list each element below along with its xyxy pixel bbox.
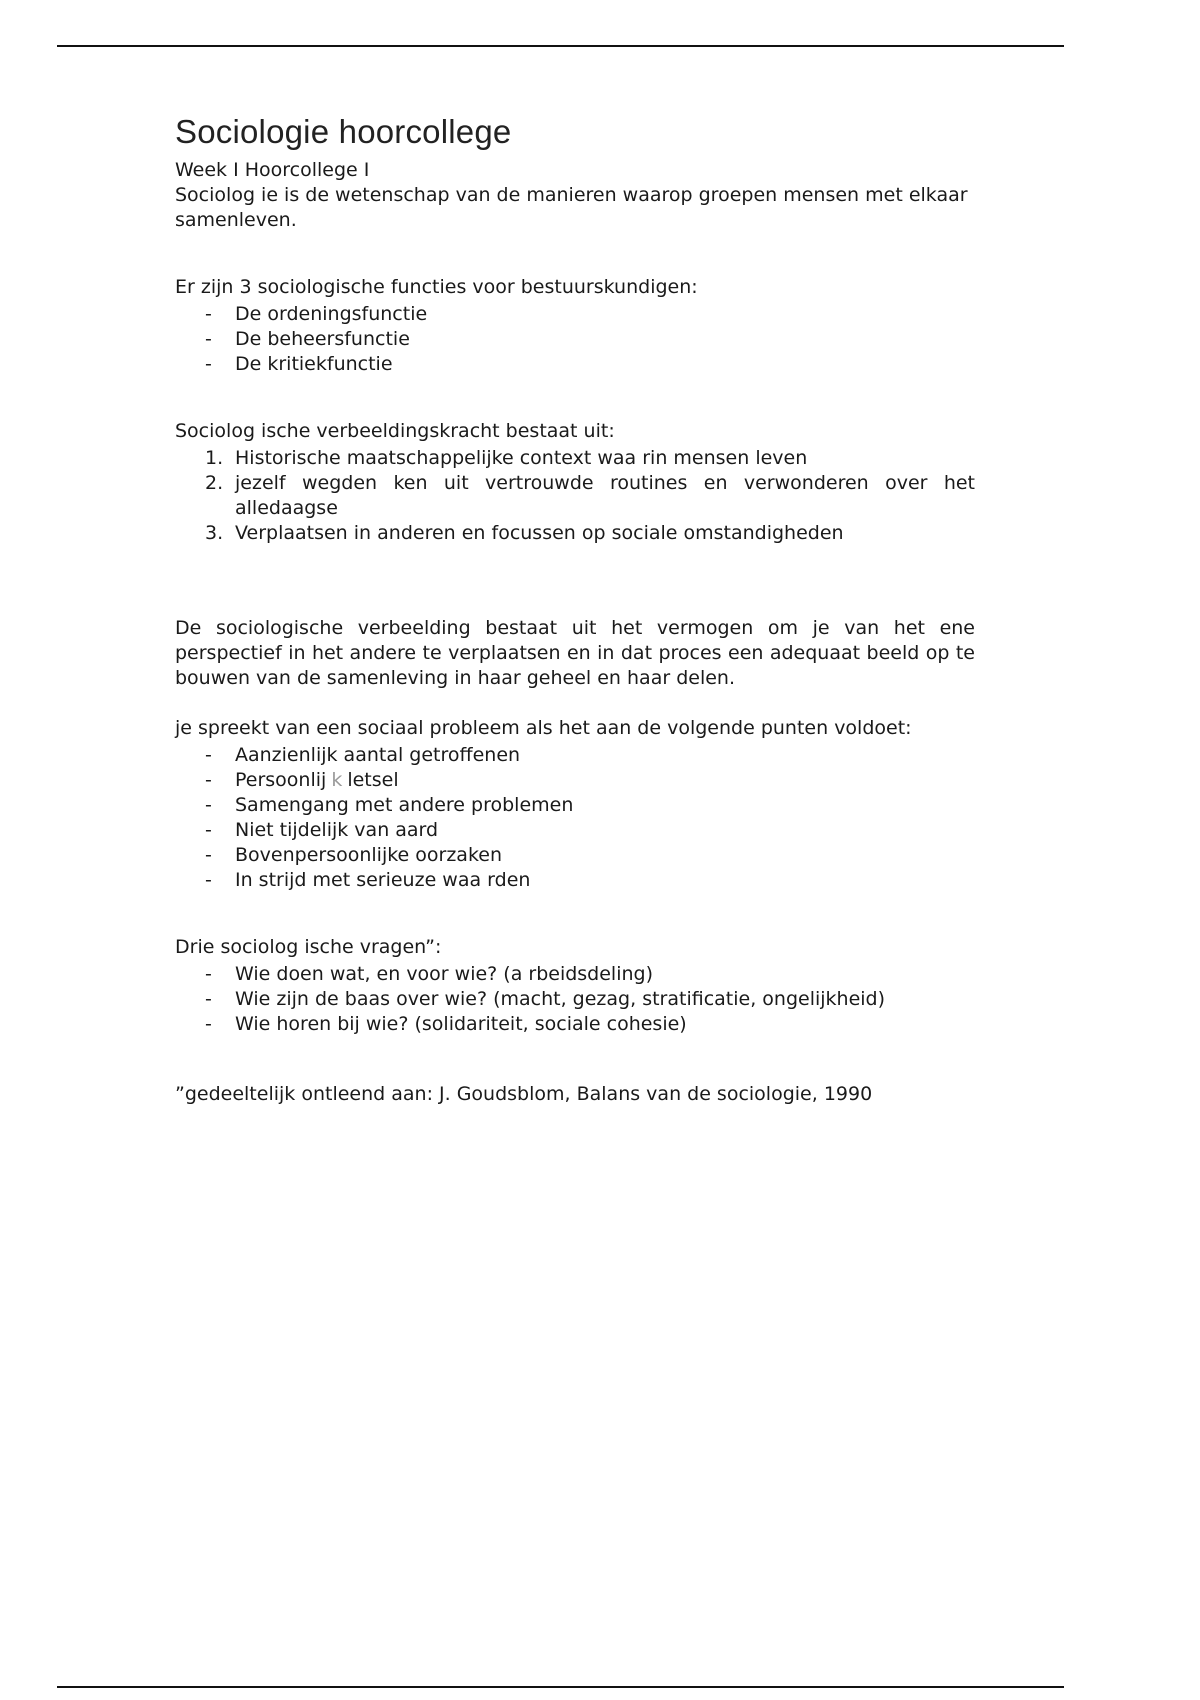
- list-item: - Bovenpersoonlijke oorzaken: [205, 843, 975, 868]
- list-item: Verplaatsen in anderen en focussen op sociale omstandigheden: [235, 522, 844, 544]
- top-rule: [57, 45, 1064, 47]
- list-item-text: Persoonlij: [235, 769, 327, 791]
- faded-letter: k: [331, 769, 343, 791]
- list-item: [205, 768, 975, 793]
- vragen-heading: Drie sociolog ische vragen”:: [175, 936, 442, 958]
- list-item: Historische maatschappelijke context waa rin mensen leven: [235, 447, 808, 469]
- list-item: - Wie doen wat, en voor wie? (a rbeidsdeling): [205, 962, 975, 987]
- list-item: - De ordeningsfunctie: [205, 302, 975, 327]
- intro-paragraph: Sociolog ie is de wetenschap van de manieren waarop groepen mensen met elkaar samenleven.: [175, 184, 968, 231]
- bottom-rule: [57, 1686, 1064, 1688]
- sociaal-probleem-heading: je spreekt van een sociaal probleem als het aan de volgende punten voldoet:: [175, 717, 912, 739]
- list-item: - In strijd met serieuze waa rden: [205, 868, 975, 893]
- verbeelding-paragraph: De sociologische verbeelding bestaat uit het vermogen om je van het ene perspectief in het andere te verplaatsen en in dat proces een adequaat beeld op te bouwen van de samenleving in haar geheel en haar delen.: [175, 617, 975, 689]
- verbeeldingskracht-heading: Sociolog ische verbeeldingskracht bestaat uit:: [175, 420, 615, 442]
- sociaal-probleem-list: [175, 743, 975, 893]
- list-item: - Wie horen bij wie? (solidariteit, sociale cohesie): [205, 1012, 975, 1037]
- list-item: - Aanzienlijk aantal getroffenen: [205, 743, 975, 768]
- functions-heading: Er zijn 3 sociologische functies voor bestuurskundigen:: [175, 276, 698, 298]
- functions-list: [175, 302, 975, 377]
- vragen-list: [175, 962, 975, 1037]
- document-content: [175, 112, 975, 1107]
- list-item: jezelf wegden ken uit vertrouwde routines en verwonderen over het alledaagse: [235, 472, 975, 519]
- page-title: Sociologie hoorcollege: [175, 113, 512, 150]
- list-item-text: letsel: [347, 769, 399, 791]
- list-item: - Samengang met andere problemen: [205, 793, 975, 818]
- subtitle: Week I Hoorcollege I: [175, 159, 370, 181]
- list-item: - Wie zijn de baas over wie? (macht, gezag, stratificatie, ongelijkheid): [205, 987, 975, 1012]
- list-item: - De kritiekfunctie: [205, 352, 975, 377]
- list-item: - Niet tijdelijk van aard: [205, 818, 975, 843]
- verbeeldingskracht-list: [175, 446, 975, 546]
- source-footnote: ”gedeeltelijk ontleend aan: J. Goudsblom, Balans van de sociologie, 1990: [175, 1083, 873, 1105]
- list-item: - De beheersfunctie: [205, 327, 975, 352]
